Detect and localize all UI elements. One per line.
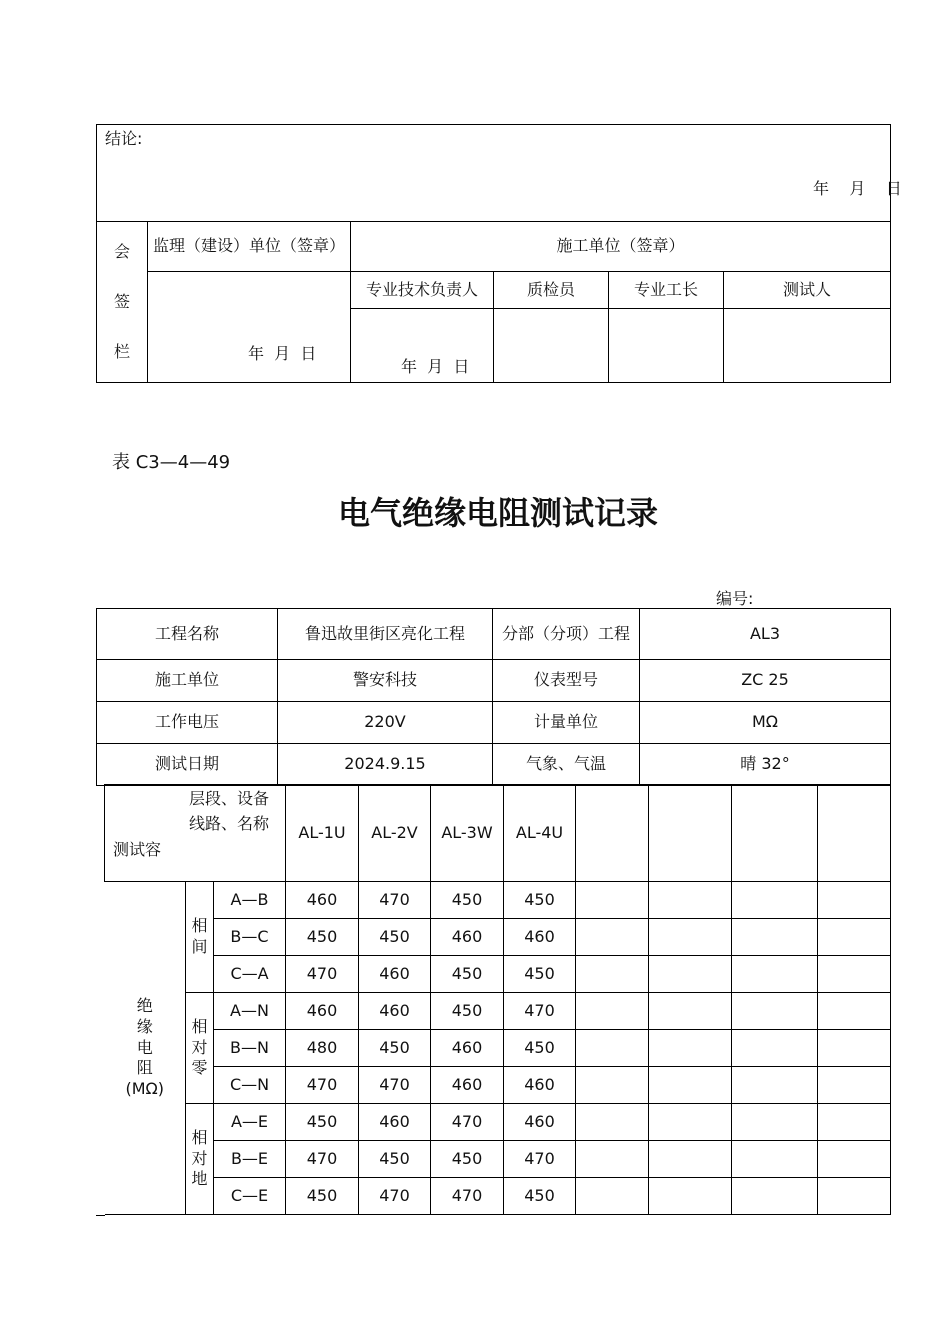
info-value: AL3 (640, 609, 891, 660)
role-tester: 测试人 (724, 272, 891, 309)
empty-cell (732, 1030, 818, 1067)
value-cell: 470 (504, 993, 576, 1030)
group-char: 零 (191, 1058, 208, 1078)
empty-cell (818, 1104, 891, 1141)
empty-cell (732, 956, 818, 993)
signoff-char: 栏 (113, 342, 130, 361)
empty-cell (818, 882, 891, 919)
side-char: 绝 (136, 996, 153, 1015)
supervision-date: 年 月 日 (248, 344, 317, 363)
side-char: 电 (136, 1037, 153, 1057)
number-label: 编号: (716, 589, 754, 608)
empty-cell (818, 919, 891, 956)
supervision-sign-cell (148, 272, 351, 383)
empty-cell (818, 1067, 891, 1104)
foreman-sign-cell (609, 309, 724, 383)
corner-mid: 线路、名称 (189, 814, 270, 833)
pair-label: B—N (214, 1030, 286, 1067)
conclusion-label: 结论: (105, 129, 143, 148)
value-cell: 460 (504, 1067, 576, 1104)
info-value: 警安科技 (278, 660, 493, 702)
empty-cell (732, 882, 818, 919)
role-inspector: 质检员 (494, 272, 609, 309)
value-cell: 470 (431, 1104, 504, 1141)
pair-label: A—B (214, 882, 286, 919)
value-cell: 460 (431, 1030, 504, 1067)
empty-cell (576, 919, 649, 956)
empty-cell (818, 1030, 891, 1067)
value-cell: 470 (431, 1178, 504, 1215)
pair-label: A—N (214, 993, 286, 1030)
pair-label: C—E (214, 1178, 286, 1215)
empty-cell (649, 1104, 732, 1141)
empty-cell (576, 993, 649, 1030)
circuit-header (576, 785, 649, 882)
empty-cell (576, 882, 649, 919)
value-cell: 450 (431, 993, 504, 1030)
empty-cell (732, 919, 818, 956)
role-foreman: 专业工长 (609, 272, 724, 309)
empty-cell (649, 1178, 732, 1215)
corner-top: 层段、设备 (189, 789, 270, 808)
empty-cell (649, 993, 732, 1030)
info-value: 鲁迅故里街区亮化工程 (278, 609, 493, 660)
circuit-header (732, 785, 818, 882)
value-cell: 450 (286, 919, 359, 956)
tech-lead-sign-cell (351, 309, 494, 383)
info-label: 测试日期 (97, 744, 278, 786)
pair-label: B—C (214, 919, 286, 956)
inspector-sign-cell (494, 309, 609, 383)
info-label: 仪表型号 (493, 660, 640, 702)
value-cell: 470 (504, 1141, 576, 1178)
value-cell: 460 (359, 1104, 431, 1141)
value-cell: 450 (431, 1141, 504, 1178)
info-value: MΩ (640, 702, 891, 744)
empty-cell (732, 1178, 818, 1215)
empty-cell (649, 1067, 732, 1104)
value-cell: 460 (504, 919, 576, 956)
empty-cell (576, 1141, 649, 1178)
value-cell: 450 (359, 1141, 431, 1178)
group-label-neutral (186, 993, 214, 1104)
circuit-header: AL-1U (286, 785, 359, 882)
value-cell: 470 (359, 882, 431, 919)
value-cell: 470 (286, 1067, 359, 1104)
circuit-header: AL-3W (431, 785, 504, 882)
info-label: 分部（分项）工程 (493, 609, 640, 660)
pair-label: C—A (214, 956, 286, 993)
info-value: ZC 25 (640, 660, 891, 702)
group-char: 地 (191, 1169, 208, 1189)
info-label: 工作电压 (97, 702, 278, 744)
empty-cell (818, 1178, 891, 1215)
value-cell: 470 (359, 1067, 431, 1104)
measurement-table (104, 784, 891, 1215)
group-char: 相 (191, 1016, 208, 1036)
info-label: 气象、气温 (493, 744, 640, 786)
value-cell: 450 (504, 1030, 576, 1067)
value-cell: 450 (504, 1178, 576, 1215)
page-title: 电气绝缘电阻测试记录 (337, 494, 658, 532)
empty-cell (649, 1030, 732, 1067)
empty-cell (649, 919, 732, 956)
empty-cell (818, 1141, 891, 1178)
insulation-label (105, 882, 186, 1215)
empty-cell (576, 1030, 649, 1067)
pair-label: A—E (214, 1104, 286, 1141)
empty-cell (732, 1141, 818, 1178)
conclusion-date: 年 月 日 (813, 179, 902, 198)
value-cell: 450 (286, 1104, 359, 1141)
signoff-char: 签 (113, 292, 130, 311)
role-tech-lead: 专业技术负责人 (351, 272, 494, 309)
empty-cell (818, 993, 891, 1030)
value-cell: 450 (286, 1178, 359, 1215)
group-char: 相 (191, 1127, 208, 1147)
pair-label: B—E (214, 1141, 286, 1178)
info-value: 220V (278, 702, 493, 744)
signoff-char: 会 (113, 242, 130, 261)
side-char: 缘 (136, 1016, 153, 1036)
side-char: 阻 (136, 1058, 153, 1078)
value-cell: 450 (431, 956, 504, 993)
table-stub-line (96, 1215, 105, 1216)
value-cell: 460 (431, 919, 504, 956)
empty-cell (649, 1141, 732, 1178)
empty-cell (576, 1178, 649, 1215)
conclusion-cell (97, 125, 902, 222)
value-cell: 460 (286, 882, 359, 919)
tester-sign-cell (724, 309, 891, 383)
circuit-header: AL-4U (504, 785, 576, 882)
value-cell: 450 (504, 956, 576, 993)
info-label: 施工单位 (97, 660, 278, 702)
value-cell: 450 (359, 1030, 431, 1067)
header-corner (105, 785, 286, 882)
side-unit: (MΩ) (125, 1079, 164, 1099)
pair-label: C—N (214, 1067, 286, 1104)
circuit-header: AL-2V (359, 785, 431, 882)
empty-cell (576, 956, 649, 993)
project-info-table (96, 608, 891, 786)
value-cell: 460 (286, 993, 359, 1030)
value-cell: 460 (359, 956, 431, 993)
info-value: 2024.9.15 (278, 744, 493, 786)
value-cell: 460 (504, 1104, 576, 1141)
value-cell: 460 (431, 1067, 504, 1104)
group-label-ground (186, 1104, 214, 1215)
empty-cell (732, 993, 818, 1030)
supervision-unit-label: 监理（建设）单位（签章） (148, 222, 351, 272)
empty-cell (818, 956, 891, 993)
value-cell: 460 (359, 993, 431, 1030)
empty-cell (576, 1067, 649, 1104)
group-char: 间 (191, 937, 208, 956)
group-label-phase (186, 882, 214, 993)
empty-cell (576, 1104, 649, 1141)
signoff-label (97, 222, 148, 383)
circuit-header (649, 785, 732, 882)
value-cell: 450 (504, 882, 576, 919)
construction-date: 年 月 日 (401, 357, 470, 376)
empty-cell (732, 1067, 818, 1104)
signoff-table (96, 124, 902, 383)
info-value: 晴 32° (640, 744, 891, 786)
empty-cell (732, 1104, 818, 1141)
group-char: 对 (191, 1148, 208, 1168)
value-cell: 470 (359, 1178, 431, 1215)
value-cell: 480 (286, 1030, 359, 1067)
value-cell: 470 (286, 1141, 359, 1178)
corner-bottom: 测试容 (113, 840, 162, 859)
value-cell: 450 (431, 882, 504, 919)
empty-cell (649, 956, 732, 993)
value-cell: 470 (286, 956, 359, 993)
circuit-header (818, 785, 891, 882)
group-char: 对 (191, 1037, 208, 1057)
construction-unit-label: 施工单位（签章） (351, 222, 891, 272)
empty-cell (649, 882, 732, 919)
form-code: 表 C3—4—49 (112, 452, 231, 473)
group-char: 相 (191, 916, 208, 936)
info-label: 计量单位 (493, 702, 640, 744)
info-label: 工程名称 (97, 609, 278, 660)
value-cell: 450 (359, 919, 431, 956)
